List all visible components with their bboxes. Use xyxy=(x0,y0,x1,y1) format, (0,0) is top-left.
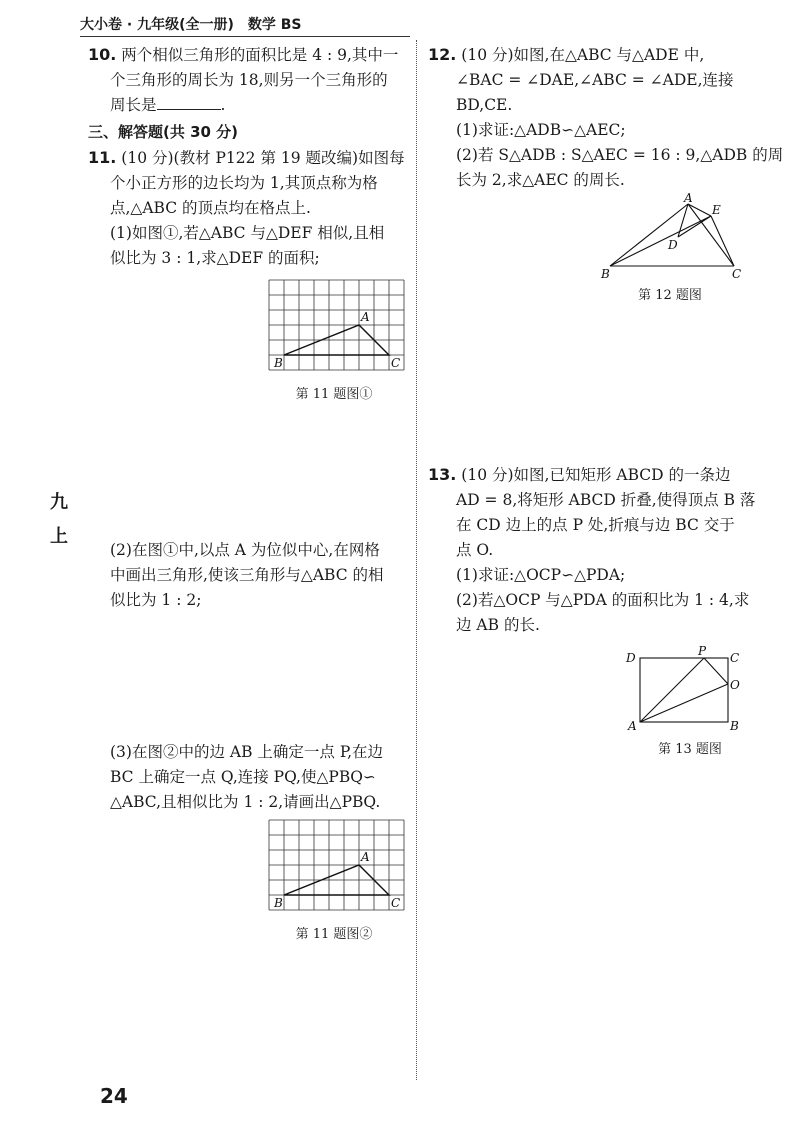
q13-line2: AD = 8,将矩形 ABCD 折叠,使得顶点 B 落 xyxy=(456,491,756,509)
q12-part1: (1)求证:△ADB∽△AEC; xyxy=(456,121,626,139)
figure-12-caption: 第 12 题图 xyxy=(638,288,702,303)
q13-part1: (1)求证:△OCP∽△PDA; xyxy=(456,566,626,584)
q12-line3: BD,CE. xyxy=(456,96,513,114)
q10-line3-pre: 周长是 xyxy=(110,96,157,114)
q11-part3 xyxy=(110,740,383,815)
q13-part2-line1: (2)若△OCP 与△PDA 的面积比为 1 : 4,求 xyxy=(456,591,750,609)
header-rule xyxy=(80,36,410,37)
question-number: 10. xyxy=(88,45,117,64)
q11-part1-line2: 似比为 3 : 1,求△DEF 的面积; xyxy=(110,249,320,267)
question-number: 12. xyxy=(428,45,457,64)
book-title: 大小卷 · 九年级(全一册) xyxy=(80,17,234,33)
question-10 xyxy=(88,42,398,118)
figure-12 xyxy=(598,192,748,282)
q13-line4: 点 O. xyxy=(456,541,494,559)
section-title: 三、解答题(共 30 分) xyxy=(88,123,239,141)
column-divider xyxy=(416,40,417,1080)
q13-line3: 在 CD 边上的点 P 处,折痕与边 BC 交于 xyxy=(456,516,735,534)
label-b: B xyxy=(601,267,610,281)
label-a: A xyxy=(684,192,693,205)
grid-figure-2 xyxy=(264,815,414,920)
label-b: B xyxy=(730,719,739,733)
q11-part2-line1: (2)在图①中,以点 A 为位似中心,在网格 xyxy=(110,541,380,559)
q11-line2: 个小正方形的边长均为 1,其顶点称为格 xyxy=(110,174,378,192)
q10-line2: 个三角形的周长为 18,则另一个三角形的 xyxy=(110,71,388,89)
label-c: C xyxy=(391,356,401,370)
side-char-2: 上 xyxy=(50,526,68,547)
figure-11-1-caption: 第 11 题图① xyxy=(295,387,373,402)
question-number: 13. xyxy=(428,465,457,484)
q11-line1: (10 分)(教材 P122 第 19 题改编)如图每 xyxy=(121,149,405,167)
q11-part3-line3: △ABC,且相似比为 1 : 2,请画出△PBQ. xyxy=(110,793,381,811)
page-number: 24 xyxy=(100,1084,128,1108)
question-11 xyxy=(88,145,405,271)
label-c: C xyxy=(730,651,740,665)
label-b: B xyxy=(274,896,283,910)
label-p: P xyxy=(698,644,707,658)
label-c: C xyxy=(391,896,401,910)
q12-line1: (10 分)如图,在△ABC 与△ADE 中, xyxy=(461,46,705,64)
question-number: 11. xyxy=(88,148,117,167)
page-header xyxy=(80,14,302,34)
q13-line1: (10 分)如图,已知矩形 ABCD 的一条边 xyxy=(461,466,731,484)
label-o: O xyxy=(730,678,740,692)
grid-lines xyxy=(269,280,404,370)
q12-line2: ∠BAC = ∠DAE,∠ABC = ∠ADE,连接 xyxy=(456,71,734,89)
q11-part2 xyxy=(110,538,384,613)
q11-part2-line2: 中画出三角形,使该三角形与△ABC 的相 xyxy=(110,566,384,584)
label-d: D xyxy=(668,238,678,252)
q12-part2-line1: (2)若 S△ADB : S△AEC = 16 : 9,△ADB 的周 xyxy=(456,146,784,164)
q11-part3-line1: (3)在图②中的边 AB 上确定一点 P,在边 xyxy=(110,743,384,761)
question-13 xyxy=(428,462,755,638)
q12-part2-line2: 长为 2,求△AEC 的周长. xyxy=(456,171,625,189)
q11-line3: 点,△ABC 的顶点均在格点上. xyxy=(110,199,311,217)
question-12 xyxy=(428,42,783,193)
q10-line1: 两个相似三角形的面积比是 4 : 9,其中一 xyxy=(121,46,399,64)
label-a: A xyxy=(361,850,370,864)
label-c: C xyxy=(732,267,742,281)
label-a: A xyxy=(628,719,637,733)
subject-label: 数学 BS xyxy=(247,17,302,33)
figure-13-caption: 第 13 题图 xyxy=(658,742,722,757)
label-e: E xyxy=(712,203,721,217)
answer-blank xyxy=(157,95,221,110)
label-d: D xyxy=(626,651,636,665)
q11-part2-line3: 似比为 1 : 2; xyxy=(110,591,202,609)
q11-part1-line1: (1)如图①,若△ABC 与△DEF 相似,且相 xyxy=(110,224,385,242)
grid-figure-1 xyxy=(264,275,414,380)
label-b: B xyxy=(274,356,283,370)
label-a: A xyxy=(361,310,370,324)
q13-part2-line2: 边 AB 的长. xyxy=(456,616,540,634)
figure-13 xyxy=(624,644,754,736)
q10-line3-post: . xyxy=(220,96,226,114)
q11-part3-line2: BC 上确定一点 Q,连接 PQ,使△PBQ∽ xyxy=(110,768,376,786)
grid-lines xyxy=(269,820,404,910)
figure-11-2-caption: 第 11 题图② xyxy=(295,927,373,942)
side-char-1: 九 xyxy=(50,492,68,513)
